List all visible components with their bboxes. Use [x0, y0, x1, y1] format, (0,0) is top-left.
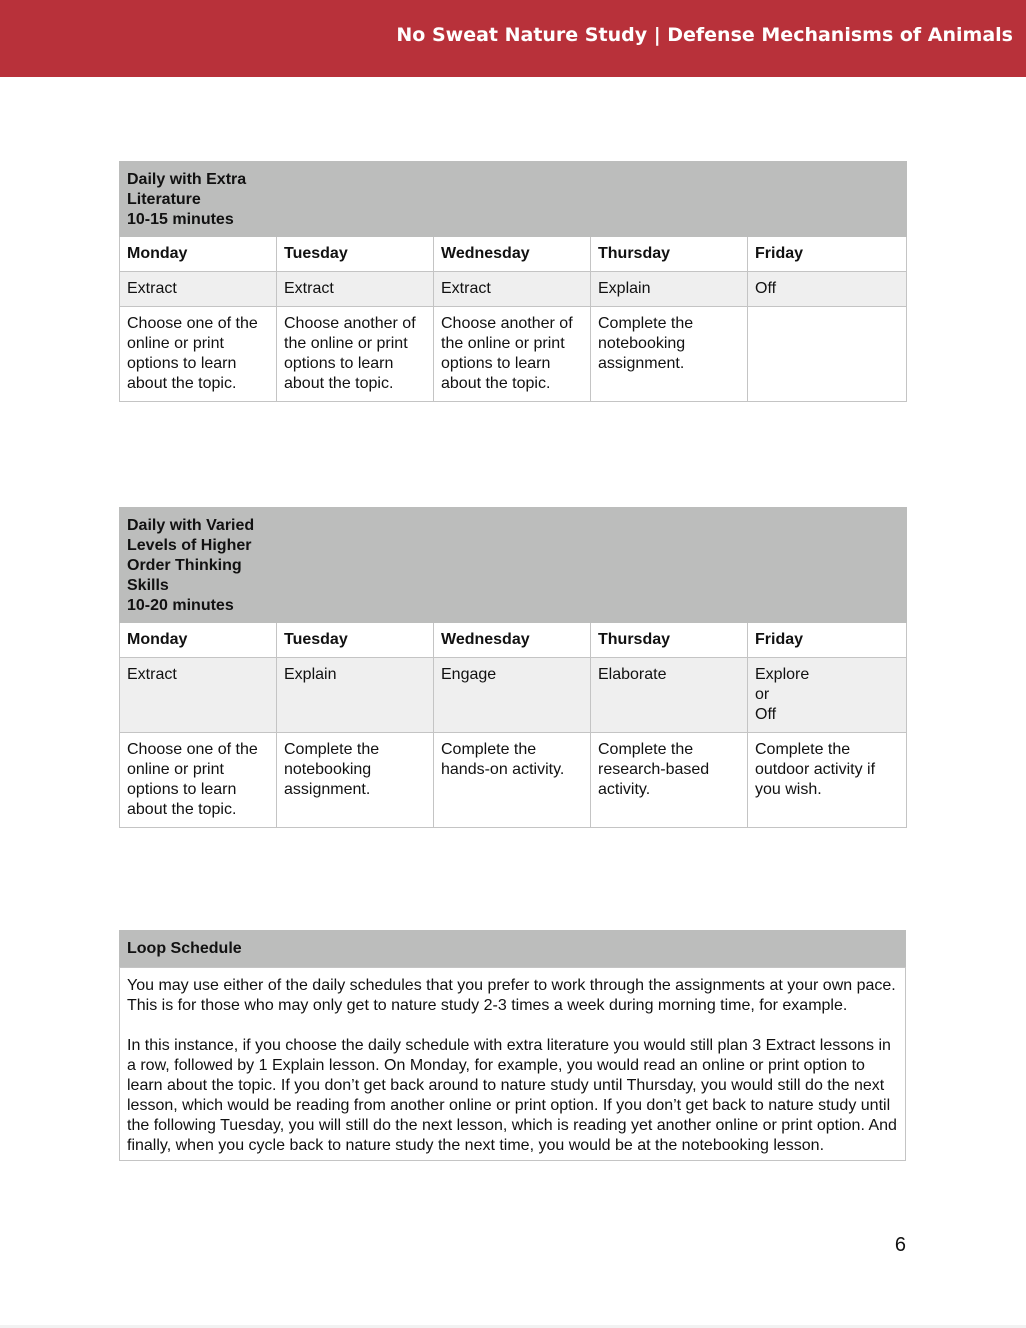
loop-body-row	[120, 968, 906, 1161]
phase-label: Elaborate	[598, 666, 667, 683]
loop-schedule-table	[119, 930, 906, 1161]
table-title-line: Daily with Varied	[127, 517, 255, 534]
table-title-line: Daily with Extra	[127, 171, 247, 188]
description-cell-wednesday: Choose another of the online or print options to learn about the topic.	[434, 307, 591, 402]
phase-label: Explore	[755, 666, 810, 683]
phase-cell-wednesday	[434, 272, 591, 307]
phase-label: Extract	[284, 280, 334, 297]
description-row	[120, 307, 907, 402]
table-title-row	[120, 162, 907, 237]
loop-paragraph: In this instance, if you choose the daily schedule with extra literature you would still plan 3 Extract lessons in a row, followed by 1 Explain lesson. On Monday, for example, you would read an online or print option to learn about the topic. If you don’t get back around to nature study until Thursday, you would still do the next lesson, which would be reading from another online or print option. If you don’t get back to nature study until the following Tuesday, you will still do the next lesson, which is reading yet another online or print option. And finally, when you cycle back to nature study the next time, you would be at the notebooking lesson.	[127, 1037, 897, 1154]
phase-label: Extract	[127, 280, 177, 297]
phase-label: Extract	[441, 280, 491, 297]
description-cell-monday: Choose one of the online or print options to learn about the topic.	[120, 733, 277, 828]
table-title-line: Levels of Higher	[127, 537, 252, 554]
description-row	[120, 733, 907, 828]
description-cell-tuesday: Choose another of the online or print options to learn about the topic.	[277, 307, 434, 402]
day-header-wednesday: Wednesday	[434, 237, 591, 272]
phase-cell-wednesday	[434, 658, 591, 733]
phase-label: or	[755, 686, 770, 703]
phase-cell-thursday	[591, 272, 748, 307]
description-cell-friday	[748, 307, 907, 402]
table-title	[120, 508, 907, 623]
phase-cell-friday	[748, 272, 907, 307]
page-number: 6	[894, 1234, 906, 1256]
table-title-line: Order Thinking	[127, 557, 242, 574]
header-title: No Sweat Nature Study | Defense Mechanisms of Animals	[396, 24, 1013, 46]
description-cell-thursday: Complete the notebooking assignment.	[591, 307, 748, 402]
loop-schedule-title: Loop Schedule	[120, 931, 906, 968]
table-title-line: 10-15 minutes	[127, 211, 234, 228]
phase-label: Off	[755, 706, 777, 723]
description-cell-monday: Choose one of the online or print options to learn about the topic.	[120, 307, 277, 402]
day-header-monday: Monday	[120, 623, 277, 658]
phase-label: Extract	[127, 666, 177, 683]
phase-row	[120, 272, 907, 307]
day-header-row	[120, 623, 907, 658]
table-title-line: Literature	[127, 191, 201, 208]
day-header-thursday: Thursday	[591, 237, 748, 272]
description-cell-friday: Complete the outdoor activity if you wish.	[748, 733, 907, 828]
day-header-friday: Friday	[748, 623, 907, 658]
table-title-row	[120, 508, 907, 623]
day-header-wednesday: Wednesday	[434, 623, 591, 658]
day-header-friday: Friday	[748, 237, 907, 272]
phase-label: Explain	[598, 280, 651, 297]
phase-cell-thursday	[591, 658, 748, 733]
table-title	[120, 162, 907, 237]
description-cell-wednesday: Complete the hands-on activity.	[434, 733, 591, 828]
phase-label: Engage	[441, 666, 497, 683]
schedule-extra-literature-table	[119, 161, 907, 402]
phase-cell-tuesday	[277, 272, 434, 307]
day-header-row	[120, 237, 907, 272]
table-title-line: 10-20 minutes	[127, 597, 234, 614]
table-title-line: Skills	[127, 577, 169, 594]
day-header-tuesday: Tuesday	[277, 237, 434, 272]
loop-paragraph: You may use either of the daily schedules that you prefer to work through the assignments at your own pace. This is for those who may only get to nature study 2-3 times a week during morning time, for example.	[127, 977, 896, 1014]
description-cell-thursday: Complete the research-based activity.	[591, 733, 748, 828]
day-header-tuesday: Tuesday	[277, 623, 434, 658]
phase-label: Off	[755, 280, 777, 297]
phase-row	[120, 658, 907, 733]
phase-cell-monday	[120, 658, 277, 733]
phase-cell-tuesday	[277, 658, 434, 733]
phase-cell-friday	[748, 658, 907, 733]
phase-cell-monday	[120, 272, 277, 307]
day-header-monday: Monday	[120, 237, 277, 272]
loop-title-row	[120, 931, 906, 968]
header-band	[0, 0, 1026, 77]
description-cell-tuesday: Complete the notebooking assignment.	[277, 733, 434, 828]
loop-schedule-body	[120, 968, 906, 1161]
schedule-higher-order-table	[119, 507, 907, 828]
day-header-thursday: Thursday	[591, 623, 748, 658]
phase-label: Explain	[284, 666, 337, 683]
